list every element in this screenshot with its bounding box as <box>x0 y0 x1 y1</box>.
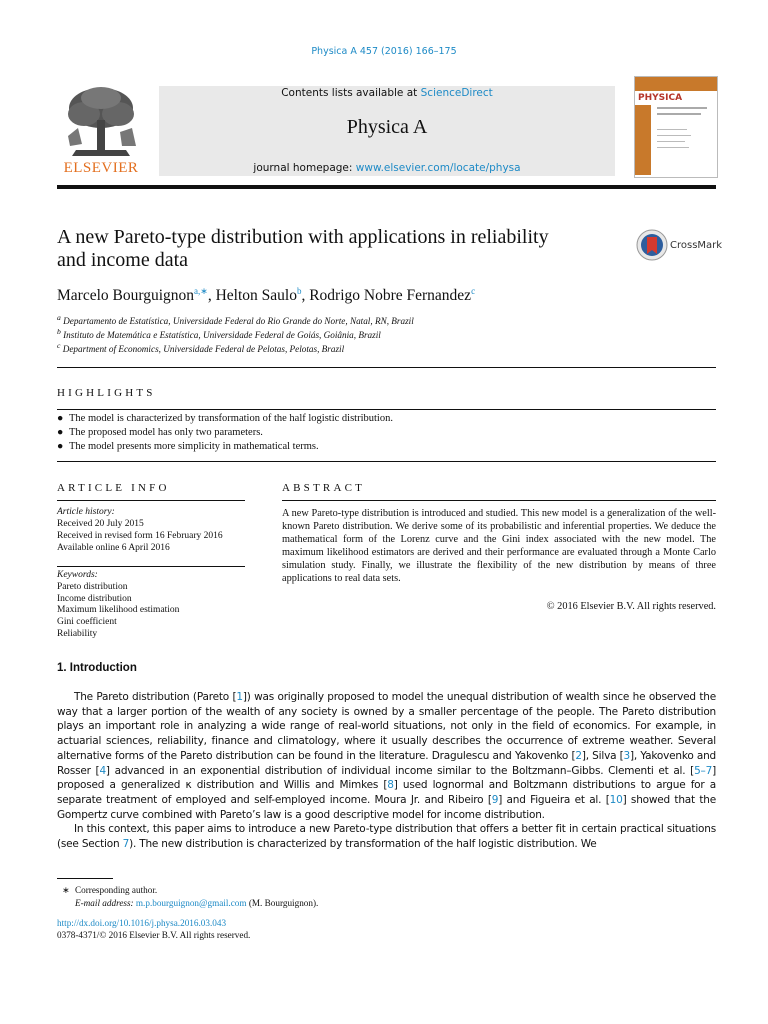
article-info-rule <box>57 500 245 501</box>
author-name: Marcelo Bourguignon <box>57 287 195 305</box>
citation-link[interactable]: 1 <box>236 691 243 703</box>
author-affiliation-mark[interactable]: a,∗ <box>194 286 208 296</box>
article-info-heading: ARTICLE INFO <box>57 482 170 494</box>
author-list: Marcelo Bourguignon$^{a,∗}$, Helton Saulo$^b$, Rodrigo Nobre Fernandez$^c$ <box>57 286 476 305</box>
text-run: ] proposed a generalized κ distribution and Willis and Mimkes [ <box>57 764 716 792</box>
highlight-item: ● The proposed model has only two parameters. <box>57 427 263 438</box>
citation-link[interactable]: 10 <box>609 793 623 806</box>
affiliation-mark: b <box>57 327 61 336</box>
author-name: Rodrigo Nobre Fernandez <box>309 287 472 305</box>
email-link[interactable]: m.p.bourguignon@gmail.com <box>135 898 247 908</box>
section-rule <box>57 367 716 368</box>
history-label: Article history: <box>57 507 115 517</box>
highlight-text: The model presents more simplicity in mathematical terms. <box>69 441 319 452</box>
highlight-text: The model is characterized by transformation of the half logistic distribution. <box>69 413 393 424</box>
abstract-text: A new Pareto-type distribution is introduced and studied. This new model is a generalization of the well-known Pareto distribution. We derive some of its probabilistic and inferential properties. We deduce the mathematical form of the Lorenz curve and the Gini index associated with the new model. The maximum likelihood estimators are derived and their performance are evaluated through a Monte Carlo simulation study. Finally, we illustrate the flexibility of the new distribution by means of three applications to real data sets. <box>282 508 716 584</box>
cover-line <box>657 113 701 115</box>
text-run: ] and Figueira et al. [ <box>498 793 610 806</box>
text-run: ], Silva [ <box>581 749 624 762</box>
text-run: In this context, this paper aims to introduce a new Pareto-type distribution that offers a better fit in certain practical situations (see Section <box>57 823 716 851</box>
crossmark-icon <box>636 229 668 261</box>
abstract-rule <box>282 500 716 501</box>
doi-link[interactable]: http://dx.doi.org/10.1016/j.physa.2016.03.043 <box>57 918 227 928</box>
cover-side-bar <box>635 105 651 175</box>
email-note <box>75 898 318 908</box>
affiliation-text: Department of Economics, Universidade Federal de Pelotas, Pelotas, Brazil <box>62 344 345 355</box>
citation-link[interactable]: 9 <box>491 793 499 806</box>
paragraph <box>57 822 716 851</box>
affiliation-text: Departamento de Estatística, Universidade Federal do Rio Grande do Norte, Natal, RN, Brazil <box>63 316 414 327</box>
text-run: ] showed that the Gompertz curve combined with Pareto’s law is a good descriptive model for income distribution. <box>57 793 716 821</box>
citation-link[interactable]: 2 <box>575 749 582 762</box>
footnote-rule <box>57 878 113 879</box>
sciencedirect-link[interactable]: ScienceDirect <box>420 87 493 99</box>
affiliation-mark: c <box>57 341 61 350</box>
contents-prefix: Contents lists available at <box>281 87 421 99</box>
citation-link[interactable]: 4 <box>99 764 106 777</box>
cover-title: PHYSICA <box>638 93 683 103</box>
keyword: Income distribution <box>57 594 132 604</box>
issn-copyright: 0378-4371/© 2016 Elsevier B.V. All rights reserved. <box>57 930 251 940</box>
keyword: Reliability <box>57 629 98 639</box>
citation-link[interactable]: 8 <box>387 779 394 792</box>
cover-line <box>657 129 687 130</box>
highlights-heading: HIGHLIGHTS <box>57 387 156 399</box>
text-run: ], Yakovenko and Rosser [ <box>57 749 717 777</box>
history-item: Received 20 July 2015 <box>57 519 144 529</box>
history-item: Received in revised form 16 February 2016 <box>57 531 223 541</box>
affiliation-text: Instituto de Matemática e Estatística, Universidade Federal de Goiás, Goiânia, Brazil <box>63 330 381 341</box>
footnote-star: ∗ <box>62 885 70 895</box>
author-affiliation-mark[interactable]: b <box>296 286 302 296</box>
text-run: The Pareto distribution (Pareto [ <box>74 691 237 703</box>
keywords-rule <box>57 566 245 567</box>
journal-cover-thumbnail[interactable] <box>634 76 718 178</box>
cover-banner <box>635 77 717 91</box>
affiliation-mark: a <box>57 313 61 322</box>
article-title: A new Pareto-type distribution with applications in reliability and income data <box>57 226 549 271</box>
corresponding-author-note <box>57 885 157 896</box>
highlight-item: ● The model is characterized by transformation of the half logistic distribution. <box>57 413 393 424</box>
keywords-label: Keywords: <box>57 570 98 580</box>
section-heading-introduction: 1. Introduction <box>57 662 137 674</box>
abstract-copyright: © 2016 Elsevier B.V. All rights reserved. <box>546 601 716 612</box>
crossmark-label: CrossMark <box>670 239 723 251</box>
citation-link[interactable]: 3 <box>623 749 631 762</box>
author-name: Helton Saulo <box>215 287 297 305</box>
header-rule <box>57 185 716 189</box>
homepage-prefix: journal homepage: <box>253 162 356 174</box>
cover-line <box>657 147 689 148</box>
section-rule <box>57 409 716 410</box>
highlight-text: The proposed model has only two parameters. <box>69 427 263 438</box>
affiliation <box>57 341 344 354</box>
cover-line <box>657 135 691 136</box>
history-item: Available online 6 April 2016 <box>57 543 170 553</box>
keyword: Gini coefficient <box>57 617 117 627</box>
citation-link[interactable]: 5–7 <box>694 764 713 777</box>
abstract-heading: ABSTRACT <box>282 482 366 494</box>
author-affiliation-mark[interactable]: c <box>471 286 476 296</box>
text-run: ]) was originally proposed to model the unequal distribution of wealth since he observed the way that a larger portion of the wealth of any society is owned by a smaller percentage of the people. The Pareto distribution plays an important role in analyzing a wide range of real-world situations, not only in the field of economics. For example, in actuarial sciences, reliability, finance and climatology, where it usually describes the occurrence of extreme weather. Several alternative forms of the Pareto distribution can be found in the literature. Dragulescu and Yakovenko [ <box>57 691 716 762</box>
section-rule <box>57 461 716 462</box>
homepage-line <box>159 162 615 174</box>
section-link[interactable]: 7 <box>122 838 130 851</box>
cover-line <box>657 141 685 142</box>
journal-reference[interactable]: Physica A 457 (2016) 166–175 <box>311 46 457 57</box>
paragraph <box>57 690 716 822</box>
corresponding-text: Corresponding author. <box>75 885 158 895</box>
journal-title: Physica A <box>346 116 428 138</box>
affiliation <box>57 327 381 340</box>
cover-line <box>657 107 707 109</box>
keyword: Pareto distribution <box>57 582 128 592</box>
crossmark-badge[interactable] <box>636 229 722 261</box>
text-run: ). The new distribution is characterized by transformation of the half logistic distribution. We <box>129 838 597 851</box>
introduction-body <box>57 690 716 852</box>
email-label: E-mail address: <box>75 898 136 908</box>
text-run: ] used lognormal and Boltzmann distributions to argue for a separate treatment of employed and self-employed income. Moura Jr. and Ribeiro [ <box>57 779 716 806</box>
contents-line <box>159 87 615 99</box>
keyword: Maximum likelihood estimation <box>57 605 180 615</box>
email-suffix: (M. Bourguignon). <box>246 898 319 908</box>
elsevier-wordmark: ELSEVIER <box>63 160 139 176</box>
homepage-link[interactable]: www.elsevier.com/locate/physa <box>355 162 521 174</box>
text-run: ] advanced in an exponential distribution of individual income similar to the Boltzmann–Gibbs. Clementi et al. [ <box>105 764 695 777</box>
affiliation <box>57 313 414 326</box>
highlight-item: ● The model presents more simplicity in mathematical terms. <box>57 441 319 452</box>
